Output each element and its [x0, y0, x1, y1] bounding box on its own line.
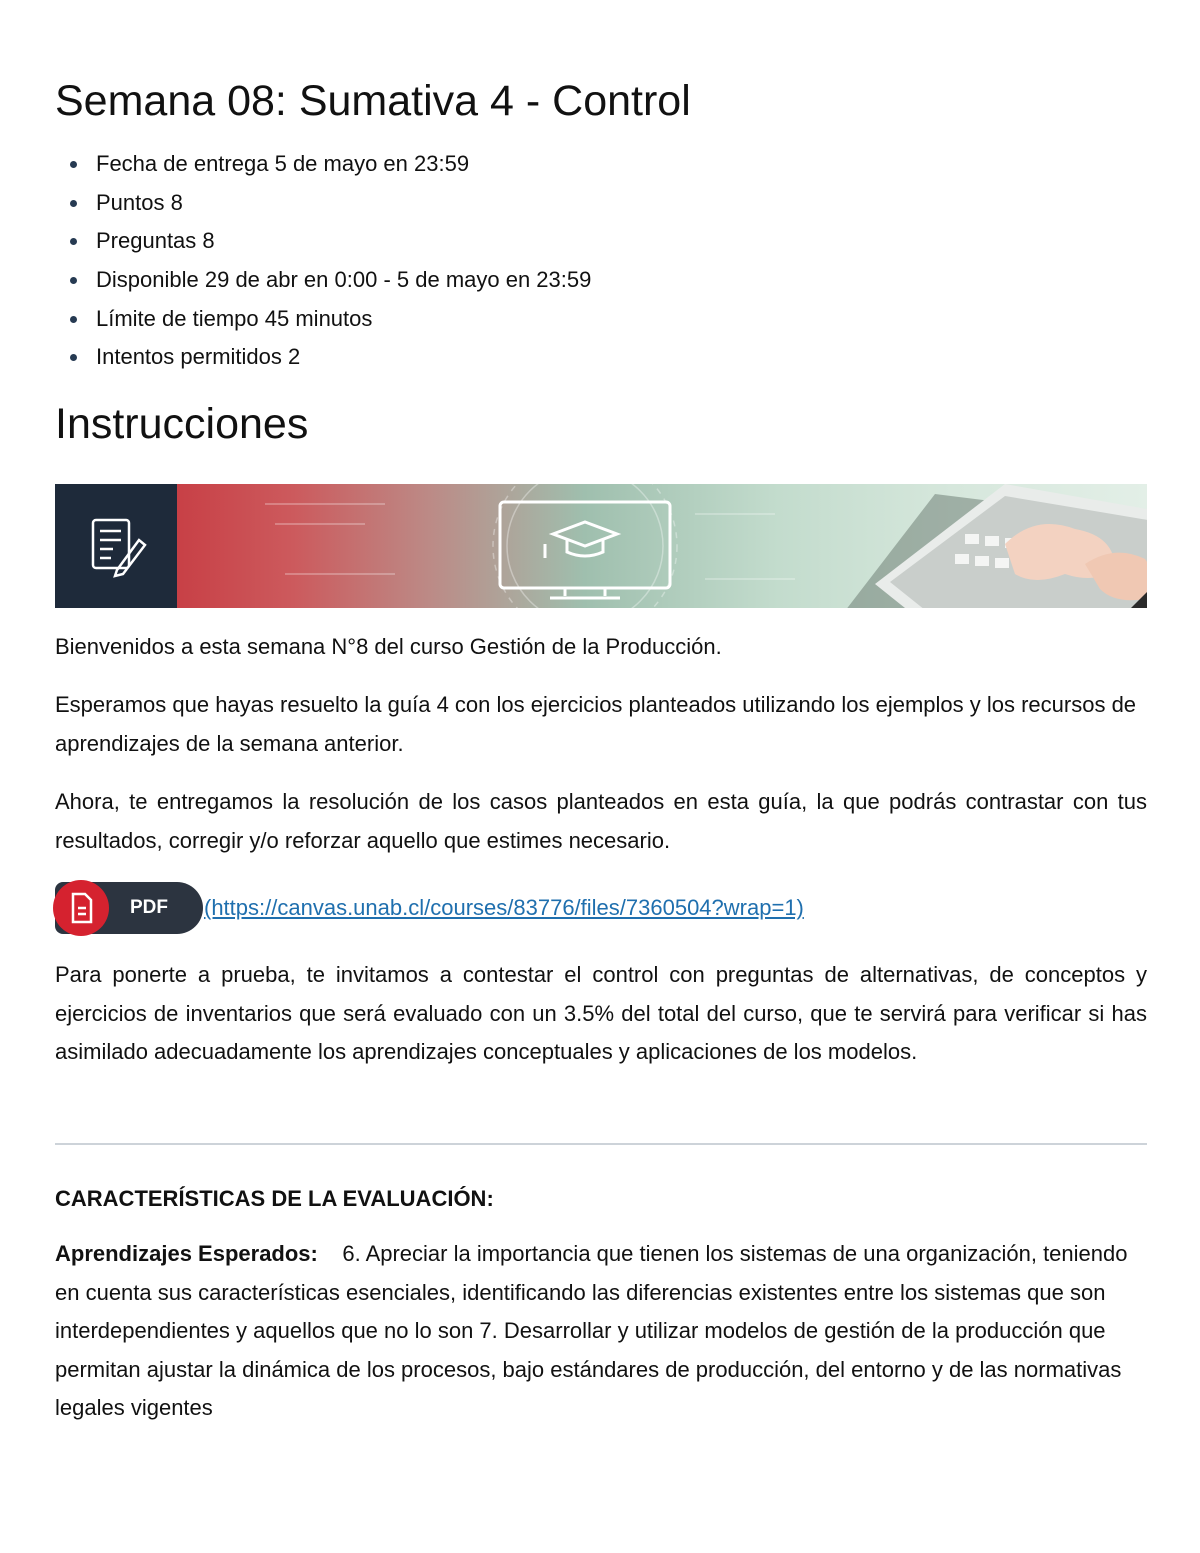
bullet-icon — [70, 200, 77, 207]
bullet-icon — [70, 316, 77, 323]
monitor-icon — [500, 502, 670, 598]
meta-item-available — [55, 261, 591, 300]
meta-label: Fecha de entrega — [96, 151, 269, 176]
pdf-file-link[interactable]: (https://canvas.unab.cl/courses/83776/files/7360504?wrap=1) — [204, 895, 804, 920]
meta-label: Preguntas — [96, 228, 197, 254]
meta-item-attempts — [55, 338, 591, 377]
meta-label: Límite de tiempo — [96, 305, 259, 331]
pdf-download-button[interactable] — [55, 882, 203, 934]
pdf-attachment-row — [55, 880, 1147, 938]
meta-label: Disponible — [96, 267, 199, 293]
instructions-banner-image — [55, 484, 1147, 608]
document-edit-icon — [55, 484, 177, 608]
meta-value: 29 de abr en 0:00 - 5 de mayo en 23:59 — [204, 267, 592, 293]
welcome-paragraph: Bienvenidos a esta semana N°8 del curso Gestión de la Producción. — [55, 634, 722, 659]
evaluation-heading: CARACTERÍSTICAS DE LA EVALUACIÓN: — [55, 1186, 494, 1211]
meta-value: 5 de mayo en 23:59 — [274, 151, 470, 176]
expected-learning-paragraph — [55, 1235, 1147, 1428]
section-divider — [55, 1143, 1147, 1145]
instructions-heading: Instrucciones — [55, 400, 309, 448]
bullet-icon — [70, 277, 77, 284]
expected-learning-label: Aprendizajes Esperados: — [55, 1241, 318, 1266]
meta-value: 45 minutos — [264, 305, 373, 331]
expect-paragraph: Esperamos que hayas resuelto la guía 4 con los ejercicios planteados utilizando los ejemplos y los recursos de aprendizajes de la semana anterior. — [55, 692, 1137, 756]
meta-value: 2 — [288, 344, 301, 370]
meta-label: Intentos permitidos — [96, 344, 282, 370]
meta-item-questions — [55, 222, 591, 261]
page-title: Semana 08: Sumativa 4 - Control — [55, 77, 691, 125]
bullet-icon — [70, 354, 77, 361]
bullet-icon — [70, 238, 77, 245]
expected-learning-text: 6. Apreciar la importancia que tienen los sistemas de una organización, teniendo en cuenta sus características esenciales, identificando las diferencias existentes entre los sistemas que son interdependientes y aquellos que no lo son 7. Desarrollar y utilizar modelos de gestión de la producción que permitan ajustar la dinámica de los procesos, bajo estándares de producción, del entorno y de las normativas legales vigentes — [55, 1241, 1128, 1420]
pdf-button-label: PDF — [130, 897, 168, 918]
laptop-keyboard-image — [815, 484, 1147, 608]
bullet-icon — [70, 161, 77, 168]
resolution-paragraph: Ahora, te entregamos la resolución de los casos planteados en esta guía, la que podrás contrastar con tus resultados, corregir y/o reforzar aquello que estimes necesario. — [55, 789, 1147, 853]
meta-item-time-limit — [55, 300, 591, 339]
quiz-meta-list — [55, 145, 591, 377]
meta-item-due-date — [55, 145, 591, 184]
meta-value: 8 — [202, 228, 215, 254]
banner-icon-panel — [55, 484, 177, 608]
test-paragraph: Para ponerte a prueba, te invitamos a contestar el control con preguntas de alternativas, de conceptos y ejercicios de inventarios que será evaluado con un 3.5% del total del curso, que te servirá para verificar si has asimilado adecuadamente los aprendizajes conceptuales y aplicaciones de los modelos. — [55, 962, 1147, 1064]
pdf-file-icon — [53, 880, 109, 936]
meta-item-points — [55, 184, 591, 223]
meta-label: Puntos — [96, 189, 165, 215]
meta-value: 8 — [170, 189, 183, 215]
